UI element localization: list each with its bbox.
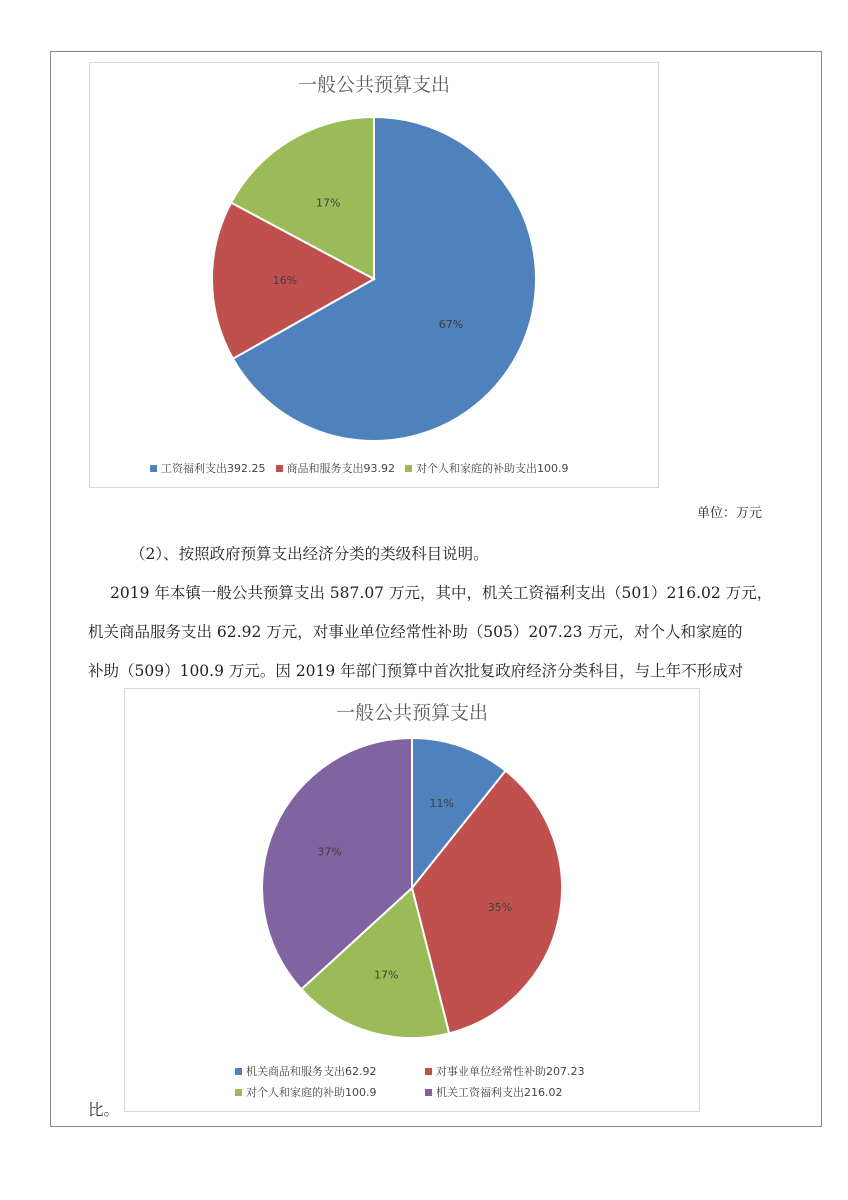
chart-1-slice-label-3: 17%: [315, 196, 341, 210]
chart-2-legend-label: 机关商品和服务支出62.92: [246, 1065, 377, 1078]
chart-1-legend-item: [405, 460, 569, 476]
chart-1-legend-item: [150, 460, 266, 476]
chart-1-legend-label: 对个人和家庭的补助支出100.9: [416, 462, 569, 475]
chart-2-slice-label-1: 11%: [429, 797, 454, 811]
chart-2-legend-label: 机关工资福利支出216.02: [436, 1086, 563, 1099]
chart-1-legend-label: 商品和服务支出93.92: [286, 462, 395, 475]
chart-1-svg: [90, 63, 658, 487]
tail-text: 比。: [88, 1101, 120, 1119]
chart-2-legend-swatch: [235, 1089, 242, 1096]
chart-2-legend-item: [235, 1084, 425, 1100]
chart-2-title: 一般公共预算支出: [335, 702, 489, 724]
chart-1-legend-swatch: [150, 465, 157, 472]
chart-1-title: 一般公共预算支出: [297, 74, 451, 96]
paragraph-line-2: 机关商品服务支出 62.92 万元，对事业单位经常性补助（505）207.23 万元，对个人和家庭的: [88, 623, 743, 641]
chart-2-legend-row: [235, 1084, 585, 1100]
chart-2: [124, 688, 700, 1112]
chart-2-legend-swatch: [425, 1068, 432, 1075]
chart-2-slice-label-4: 37%: [317, 845, 342, 859]
chart-2-legend-item: [425, 1063, 585, 1079]
chart-1: [89, 62, 659, 488]
chart-1-slice-label-1: 67%: [438, 317, 464, 331]
chart-1-legend-swatch: [405, 465, 412, 472]
paragraph-line-1: 2019 年本镇一般公共预算支出 587.07 万元，其中，机关工资福利支出（501）216.02 万元，: [110, 584, 773, 602]
chart-1-legend-label: 工资福利支出392.25: [161, 462, 266, 475]
unit-label: 单位：万元: [697, 506, 763, 521]
section-heading: （2）、按照政府预算支出经济分类的类级科目说明。: [130, 545, 489, 563]
chart-2-legend-label: 对事业单位经常性补助207.23: [436, 1065, 585, 1078]
chart-2-slice-label-3: 17%: [374, 968, 399, 982]
chart-2-legend-item: [235, 1063, 425, 1079]
chart-2-legend-item: [425, 1084, 563, 1100]
chart-2-slice-label-2: 35%: [487, 900, 513, 914]
paragraph-line-3: 补助（509）100.9 万元。因 2019 年部门预算中首次批复政府经济分类科目，与上年不形成对: [88, 662, 744, 680]
chart-2-legend-row: [235, 1063, 585, 1079]
chart-2-legend-swatch: [425, 1089, 432, 1096]
chart-2-legend-label: 对个人和家庭的补助100.9: [246, 1086, 377, 1099]
chart-2-legend-swatch: [235, 1068, 242, 1075]
chart-2-svg: [125, 689, 699, 1111]
chart-1-legend-swatch: [276, 465, 283, 472]
chart-1-slice-label-2: 16%: [272, 274, 298, 288]
chart-1-legend: [150, 460, 579, 476]
chart-2-legend: [235, 1063, 585, 1105]
chart-1-legend-item: [276, 460, 396, 476]
